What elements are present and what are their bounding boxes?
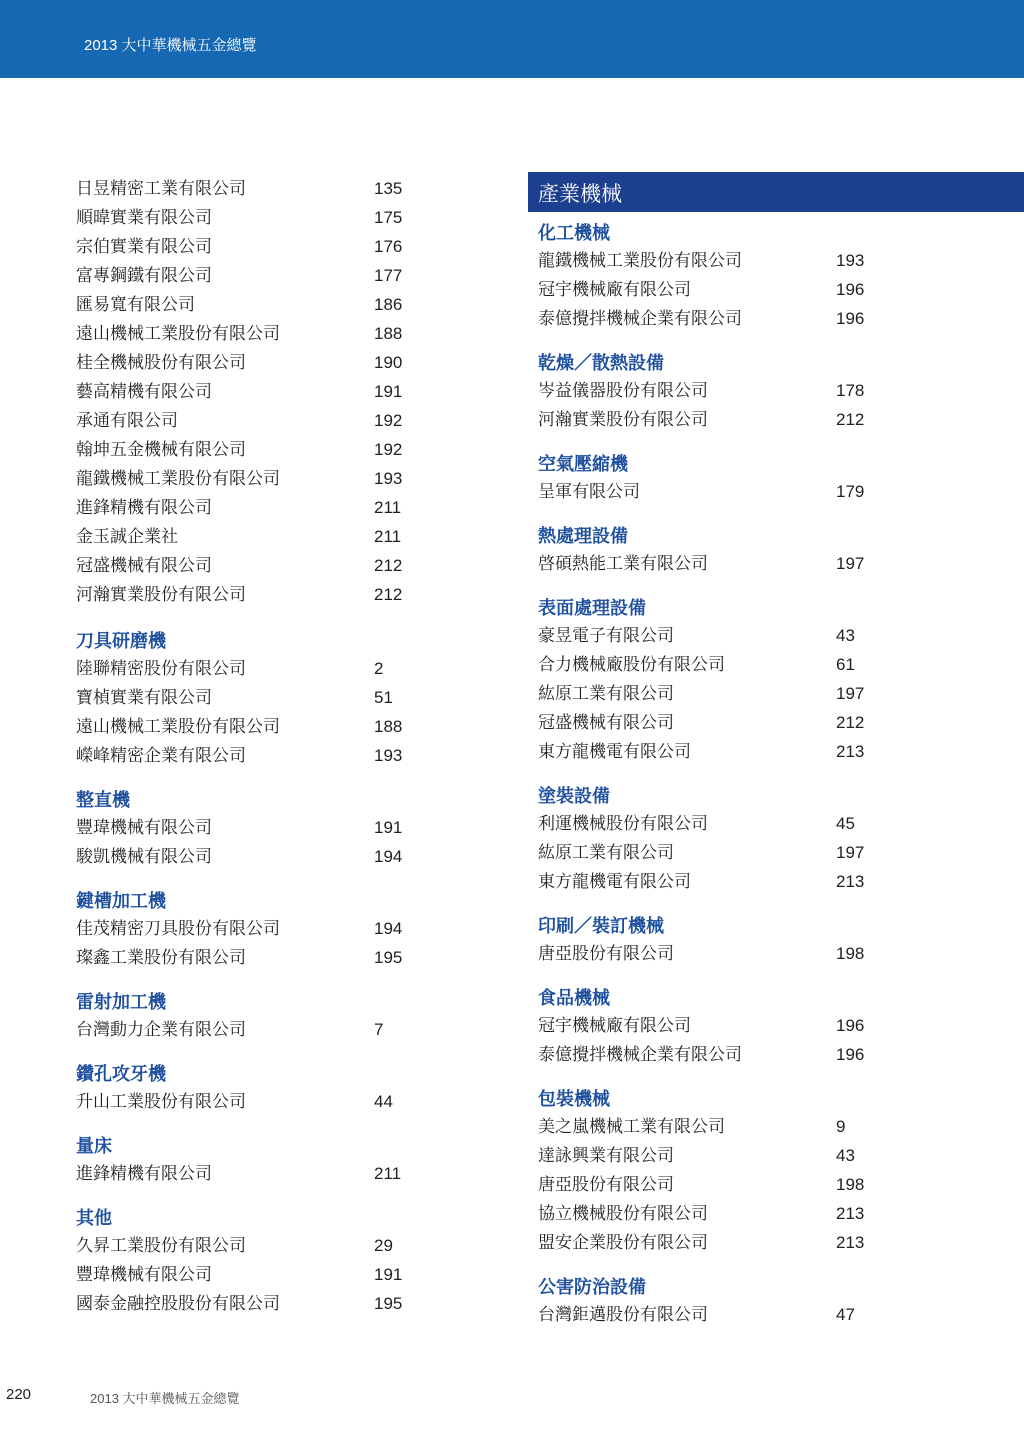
company-name: 冠盛機械有限公司: [76, 556, 212, 575]
page-reference: 51: [374, 688, 393, 707]
page-reference: 135: [374, 179, 403, 198]
page-reference: 191: [374, 1265, 403, 1284]
company-name: 呈軍有限公司: [538, 482, 640, 501]
category-heading: 鍵槽加工機: [76, 891, 166, 911]
company-name: 富專鋼鐵有限公司: [76, 266, 212, 285]
company-name: 日昱精密工業有限公司: [76, 179, 246, 198]
page-reference: 211: [374, 527, 402, 546]
page-reference: 178: [836, 381, 865, 400]
page-reference: 188: [374, 324, 403, 343]
company-name: 進鋒精機有限公司: [76, 498, 212, 517]
company-name: 遠山機械工業股份有限公司: [76, 717, 280, 736]
footer-title: 2013 大中華機械五金總覽: [90, 1391, 240, 1406]
company-name: 泰億攪拌機械企業有限公司: [538, 1045, 742, 1064]
company-name: 紘原工業有限公司: [538, 684, 674, 703]
page-reference: 211: [374, 1164, 402, 1183]
category-heading: 乾燥／散熱設備: [538, 353, 664, 373]
page-reference: 195: [374, 1294, 403, 1313]
page-reference: 198: [836, 1175, 865, 1194]
company-name: 河瀚實業股份有限公司: [538, 410, 708, 429]
page-reference: 195: [374, 948, 403, 967]
page-reference: 177: [374, 266, 403, 285]
company-name: 駿凱機械有限公司: [76, 847, 212, 866]
page-reference: 191: [374, 818, 403, 837]
company-name: 久昇工業股份有限公司: [76, 1236, 246, 1255]
company-name: 台灣動力企業有限公司: [76, 1020, 246, 1039]
category-heading: 鑽孔攻牙機: [76, 1064, 166, 1084]
category-heading: 表面處理設備: [538, 598, 646, 618]
company-name: 金玉誠企業社: [76, 527, 178, 546]
page-reference: 175: [374, 208, 403, 227]
section-title: 產業機械: [538, 183, 622, 206]
company-name: 翰坤五金機械有限公司: [76, 440, 246, 459]
page-reference: 198: [836, 944, 865, 963]
page-reference: 196: [836, 1045, 865, 1064]
page-reference: 196: [836, 309, 865, 328]
page-reference: 197: [836, 843, 865, 862]
company-name: 啓碩熱能工業有限公司: [538, 554, 708, 573]
company-name: 龍鐵機械工業股份有限公司: [76, 469, 280, 488]
company-name: 遠山機械工業股份有限公司: [76, 324, 280, 343]
company-name: 岑益儀器股份有限公司: [538, 381, 708, 400]
page-reference: 9: [836, 1117, 846, 1136]
company-name: 寶楨實業有限公司: [76, 688, 212, 707]
company-name: 豐瑋機械有限公司: [76, 818, 212, 837]
page-reference: 191: [374, 382, 403, 401]
category-heading: 食品機械: [538, 988, 610, 1008]
category-heading: 雷射加工機: [76, 992, 166, 1012]
category-heading: 印刷／裝訂機械: [538, 916, 664, 936]
page-reference: 197: [836, 554, 865, 573]
company-name: 龍鐵機械工業股份有限公司: [538, 251, 742, 270]
company-name: 冠宇機械廠有限公司: [538, 280, 691, 299]
page-reference: 213: [836, 742, 865, 761]
company-name: 美之嵐機械工業有限公司: [538, 1117, 725, 1136]
company-name: 璨鑫工業股份有限公司: [76, 948, 246, 967]
company-name: 協立機械股份有限公司: [538, 1204, 708, 1223]
category-heading: 量床: [76, 1136, 112, 1156]
category-heading: 塗裝設備: [538, 786, 610, 806]
company-name: 冠宇機械廠有限公司: [538, 1016, 691, 1035]
page-reference: 194: [374, 847, 403, 866]
page-reference: 29: [374, 1236, 393, 1255]
page-reference: 193: [374, 746, 403, 765]
page-reference: 213: [836, 872, 865, 891]
page-reference: 190: [374, 353, 403, 372]
company-name: 宗伯實業有限公司: [76, 237, 212, 256]
page-reference: 47: [836, 1305, 855, 1324]
page-reference: 212: [836, 410, 865, 429]
page-reference: 193: [836, 251, 865, 270]
company-name: 進鋒精機有限公司: [76, 1164, 212, 1183]
page-reference: 45: [836, 814, 855, 833]
category-heading: 包裝機械: [538, 1089, 610, 1109]
category-heading: 化工機械: [538, 223, 610, 243]
company-name: 升山工業股份有限公司: [76, 1092, 246, 1111]
company-name: 利運機械股份有限公司: [538, 814, 708, 833]
company-name: 匯易寬有限公司: [76, 295, 195, 314]
category-heading: 空氣壓縮機: [538, 454, 628, 474]
company-name: 豐瑋機械有限公司: [76, 1265, 212, 1284]
company-name: 順暐實業有限公司: [76, 208, 212, 227]
company-name: 國泰金融控股股份有限公司: [76, 1294, 280, 1313]
company-name: 承通有限公司: [76, 411, 178, 430]
category-heading: 刀具研磨機: [76, 631, 166, 651]
company-name: 唐亞股份有限公司: [538, 944, 674, 963]
page-reference: 192: [374, 411, 403, 430]
company-name: 達詠興業有限公司: [538, 1146, 674, 1165]
company-name: 豪昱電子有限公司: [538, 626, 674, 645]
category-heading: 整直機: [76, 790, 130, 810]
company-name: 嶸峰精密企業有限公司: [76, 746, 246, 765]
page-reference: 213: [836, 1204, 865, 1223]
page-reference: 61: [836, 655, 855, 674]
company-name: 唐亞股份有限公司: [538, 1175, 674, 1194]
page-reference: 43: [836, 1146, 855, 1165]
page-reference: 196: [836, 280, 865, 299]
company-name: 泰億攪拌機械企業有限公司: [538, 309, 742, 328]
company-name: 東方龍機電有限公司: [538, 872, 691, 891]
company-name: 紘原工業有限公司: [538, 843, 674, 862]
company-name: 台灣鉅邁股份有限公司: [538, 1305, 708, 1324]
page-reference: 212: [374, 585, 403, 604]
page-reference: 43: [836, 626, 855, 645]
company-name: 盟安企業股份有限公司: [538, 1233, 708, 1252]
page-reference: 188: [374, 717, 403, 736]
category-heading: 其他: [76, 1208, 112, 1228]
company-name: 東方龍機電有限公司: [538, 742, 691, 761]
page-number: 220: [6, 1386, 32, 1403]
company-name: 佳茂精密刀具股份有限公司: [76, 919, 280, 938]
page-reference: 213: [836, 1233, 865, 1252]
page-reference: 44: [374, 1092, 393, 1111]
page-reference: 194: [374, 919, 403, 938]
page-reference: 212: [836, 713, 865, 732]
category-heading: 熱處理設備: [538, 526, 628, 546]
page-reference: 212: [374, 556, 403, 575]
page-reference: 2: [374, 659, 384, 678]
company-name: 桂全機械股份有限公司: [76, 353, 246, 372]
company-name: 陸聯精密股份有限公司: [76, 659, 246, 678]
page-reference: 179: [836, 482, 865, 501]
page-reference: 197: [836, 684, 865, 703]
header-band: [0, 0, 1024, 78]
page-reference: 192: [374, 440, 403, 459]
page-reference: 176: [374, 237, 403, 256]
header-title: 2013 大中華機械五金總覽: [84, 37, 257, 54]
company-name: 藝高精機有限公司: [76, 382, 212, 401]
page-reference: 193: [374, 469, 403, 488]
company-name: 合力機械廠股份有限公司: [538, 655, 725, 674]
page-reference: 186: [374, 295, 403, 314]
category-heading: 公害防治設備: [538, 1277, 646, 1297]
page-reference: 211: [374, 498, 402, 517]
page-reference: 7: [374, 1020, 384, 1039]
company-name: 河瀚實業股份有限公司: [76, 585, 246, 604]
section-banner: [528, 172, 1024, 212]
company-name: 冠盛機械有限公司: [538, 713, 674, 732]
page-reference: 196: [836, 1016, 865, 1035]
